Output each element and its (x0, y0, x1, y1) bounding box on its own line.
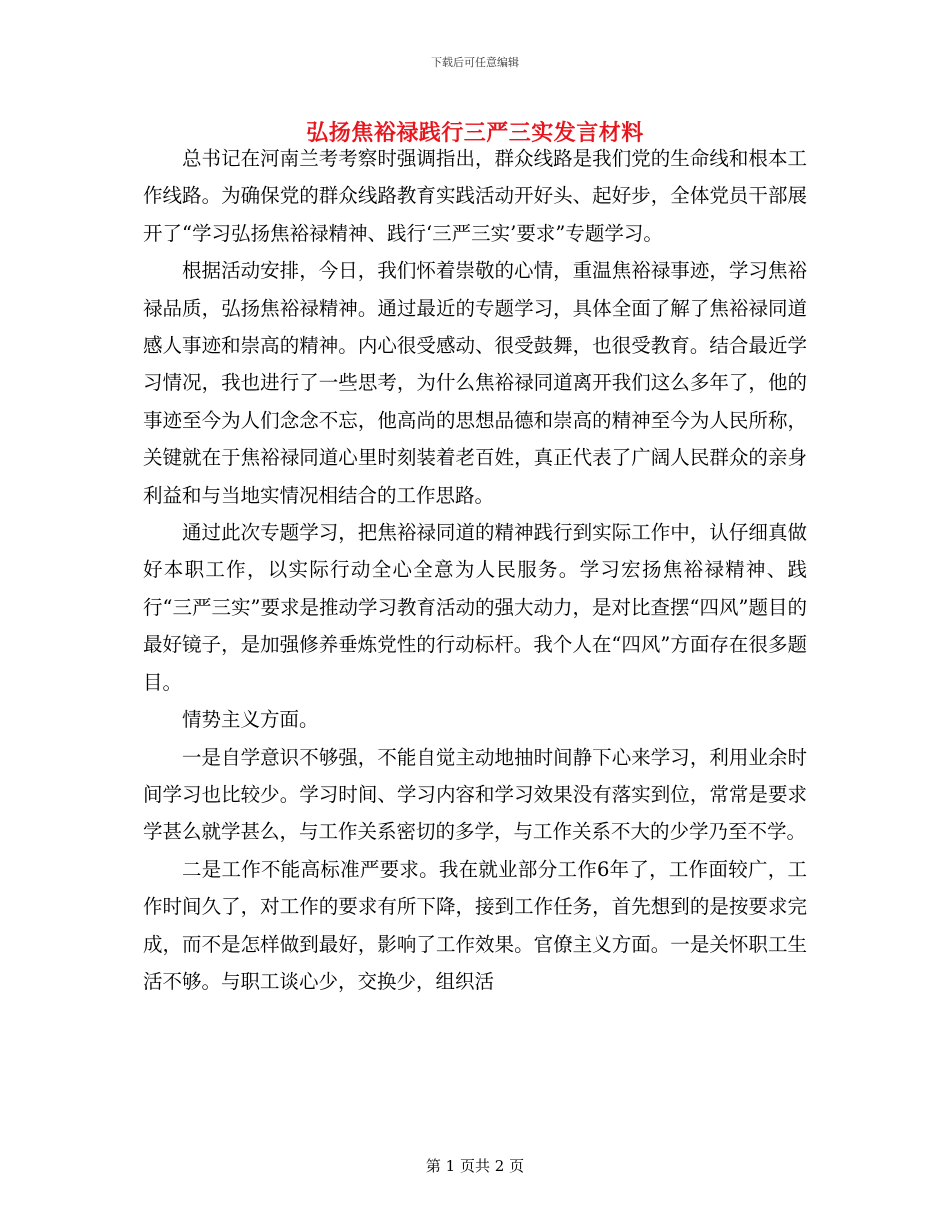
paragraph: 情势主义方面。 (182, 708, 319, 732)
paragraph: 通过此次专题学习，把焦裕禄同道的精神践行到实际工作中，认仔细真做好本职工作，以实际行动全心全意为人民服务。学习宏扬焦裕禄精神、践行“三严三实”要求是推动学习教育活动的强大动力，是对比查摆“四风”题目的最好镜子，是加强修养垂炼党性的行动标杆。我个人在“四风”方面存在很多题目。 (143, 521, 807, 694)
page-number: 第 1 页共 2 页 (425, 1157, 525, 1175)
page-header-note: 下载后可任意编辑 (431, 56, 519, 69)
document-body (143, 140, 807, 1000)
paragraph: 二是工作不能高标准严要求。我在就业部分工作6年了，工作面较广，工作时间久了，对工作的要求有所下降，接到工作任务，首先想到的是按要求完成，而不是怎样做到最好，影响了工作效果。官僚主义方面。一是关怀职工生活不够。与职工谈心少，交换少，组织活 (143, 857, 807, 993)
paragraph: 总书记在河南兰考考察时强调指出，群众线路是我们党的生命线和根本工作线路。为确保党的群众线路教育实践活动开好头、起好步，全体党员干部展开了“学习弘扬焦裕禄精神、践行‘三严三实’要求”专题学习。 (143, 147, 807, 245)
paragraph: 根据活动安排，今日，我们怀着崇敬的心情，重温焦裕禄事迹，学习焦裕禄品质，弘扬焦裕禄精神。通过最近的专题学习，具体全面了解了焦裕禄同道感人事迹和崇高的精神。内心很受感动、很受鼓舞，也很受教育。结合最近学习情况，我也进行了一些思考，为什么焦裕禄同道离开我们这么多年了，他的事迹至今为人们念念不忘，他高尚的思想品德和崇高的精神至今为人民所称，关键就在于焦裕禄同道心里时刻装着老百姓，真正代表了广阔人民群众的亲身利益和与当地实情况相结合的工作思路。 (143, 259, 807, 507)
paragraph: 一是自学意识不够强，不能自觉主动地抽时间静下心来学习，利用业余时间学习也比较少。学习时间、学习内容和学习效果没有落实到位，常常是要求学甚么就学甚么，与工作关系密切的多学，与工作关系不大的少学乃至不学。 (143, 745, 807, 844)
document-title: 弘扬焦裕禄践行三严三实发言材料 (306, 120, 644, 146)
